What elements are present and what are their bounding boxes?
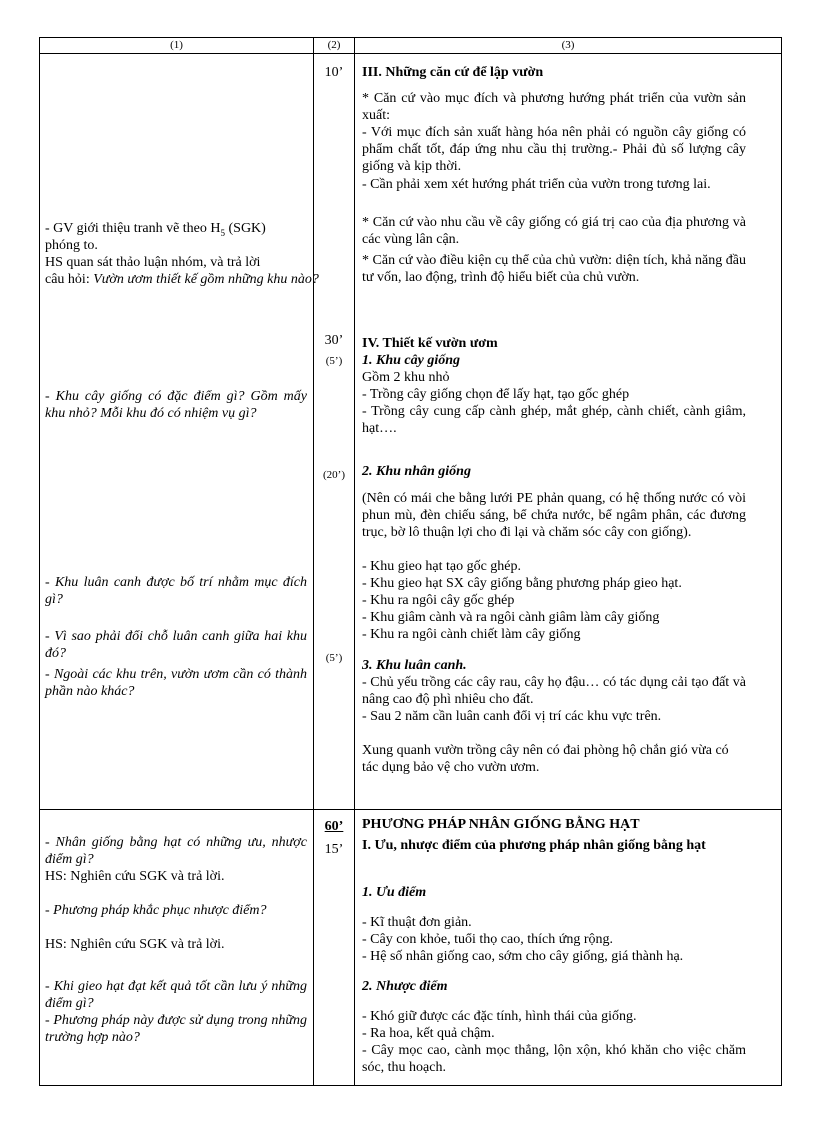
header-col-2: (2) — [314, 38, 355, 54]
basis-purpose: * Căn cứ vào mục đích và phương hướng phát triển của vườn sản xuất: — [362, 91, 746, 123]
row-seed-propagation — [40, 810, 782, 1086]
basis-purpose-detail: - Với mục đích sản xuất hàng hóa nên phải có nguồn cây giống có phẩm chất tốt, đáp ứng nhu cầu thị trường.- Phải đủ số lượng cây giống và kịp thời. — [362, 125, 746, 174]
hs-discuss-cont: câu hỏi: Vườn ươm thiết kế gồm những khu nào? — [45, 272, 319, 287]
seedling-seed-trees: - Trồng cây giống chọn để lấy hạt, tạo gốc ghép — [362, 387, 630, 402]
basis-demand: * Căn cứ vào nhu cầu về cây giống có giá trị cao của địa phương và các vùng lân cận. — [362, 215, 746, 247]
time-20: (20’) — [323, 469, 345, 481]
disadvantage-1: - Khó giữ được các đặc tính, hình thái của giống. — [362, 1009, 637, 1024]
question-sowing-notes: - Khi gieo hạt đạt kết quả tốt cần lưu ý những điểm gì? — [45, 979, 307, 1011]
propagation-item-3: - Khu ra ngôi cây gốc ghép — [362, 593, 515, 608]
advantage-1: - Kĩ thuật đơn giản. — [362, 915, 472, 930]
content-cell — [355, 54, 782, 810]
question-nursery-zone: - Khu cây giống có đặc điểm gì? Gồm mấy khu nhỏ? Mỗi khu đó có nhiệm vụ gì? — [45, 389, 307, 421]
row-garden-design — [40, 54, 782, 810]
question-overcome: - Phương pháp khắc phục nhược điểm? — [45, 903, 267, 918]
basis-future: - Cần phải xem xét hướng phát triển của vườn trong tương lai. — [362, 177, 711, 192]
time-cell-2 — [314, 810, 355, 1086]
subheading-advantages: 1. Ưu điểm — [362, 885, 427, 900]
hs-research-1: HS: Nghiên cứu SGK và trả lời. — [45, 869, 225, 884]
heading-design: IV. Thiết kế vườn ươm — [362, 336, 498, 351]
time-30: 30’ — [324, 333, 344, 348]
lesson-plan-page — [39, 37, 780, 1086]
subheading-rotation-zone: 3. Khu luân canh. — [362, 658, 467, 673]
windbreak-note: Xung quanh vườn trồng cây nên có đai phòng hộ chắn gió vừa có tác dụng bảo vệ cho vườn ươm. — [362, 743, 729, 775]
gv-intro-text: - GV giới thiệu tranh vẽ theo $H_5$ (SGK) — [45, 221, 266, 238]
advantage-2: - Cây con khỏe, tuổi thọ cao, thích ứng rộng. — [362, 932, 613, 947]
time-5-b: (5’) — [325, 652, 343, 664]
subheading-seedling-zone: 1. Khu cây giống — [362, 353, 461, 368]
heading-pros-cons: I. Ưu, nhược điểm của phương pháp nhân giống bằng hạt — [362, 838, 706, 853]
time-5-a: (5’) — [325, 355, 343, 367]
time-15: 15’ — [324, 842, 344, 857]
teacher-activity-cell-2 — [40, 810, 314, 1086]
subheading-disadvantages: 2. Nhược điểm — [362, 979, 448, 994]
seedling-scion-trees: - Trồng cây cung cấp cành ghép, mắt ghép, cành chiết, cành giâm, hạt…. — [362, 404, 746, 436]
content-cell-2 — [355, 810, 782, 1086]
disadvantage-3: - Cây mọc cao, cành mọc thẳng, lộn xộn, khó khăn cho việc chăm sóc, thu hoạch. — [362, 1043, 746, 1075]
teacher-activity-cell — [40, 54, 319, 810]
propagation-item-5: - Khu ra ngôi cành chiết làm cây giống — [362, 627, 581, 642]
propagation-item-1: - Khu gieo hạt tạo gốc ghép. — [362, 559, 522, 574]
question-use-cases: - Phương pháp này được sử dụng trong những trường hợp nào? — [45, 1013, 307, 1045]
heading-bases: III. Những căn cứ để lập vườn — [362, 65, 544, 80]
section-title: PHƯƠNG PHÁP NHÂN GIỐNG BẰNG HẠT — [362, 817, 640, 832]
subheading-propagation-zone: 2. Khu nhân giống — [362, 464, 471, 479]
time-cell — [314, 54, 355, 810]
advantage-3: - Hệ số nhân giống cao, sớm cho cây giống, giá thành hạ. — [362, 949, 684, 964]
time-10: 10’ — [324, 65, 344, 80]
header-col-3: (3) — [355, 38, 782, 54]
seedling-two-zones: Gồm 2 khu nhỏ — [362, 370, 450, 385]
time-60: 60’ — [324, 819, 344, 834]
hs-discuss: HS quan sát thảo luận nhóm, và trả lời — [45, 255, 261, 270]
question-swap-rotation: - Vì sao phải đổi chỗ luân canh giữa hai khu đó? — [45, 629, 307, 661]
question-other-parts: - Ngoài các khu trên, vườn ươm cần có thành phần nào khác? — [45, 667, 307, 699]
question-rotation-purpose: - Khu luân canh được bố trí nhằm mục đích gì? — [45, 575, 307, 607]
basis-owner: * Căn cứ vào điều kiện cụ thể của chủ vườn: diện tích, khả năng đầu tư vốn, lao động, trình độ hiểu biết của chủ vườn. — [362, 253, 746, 285]
lesson-table — [39, 37, 782, 1086]
disadvantage-2: - Ra hoa, kết quả chậm. — [362, 1026, 495, 1041]
propagation-item-4: - Khu giâm cành và ra ngôi cành giâm làm cây giống — [362, 610, 660, 625]
gv-intro-cont: phóng to. — [45, 238, 98, 253]
propagation-item-2: - Khu gieo hạt SX cây giống bằng phương pháp gieo hạt. — [362, 576, 682, 591]
rotation-crops: - Chủ yếu trồng các cây rau, cây họ đậu… có tác dụng cải tạo đất và nâng cao độ phì nhiêu cho đất. — [362, 675, 746, 707]
hs-research-2: HS: Nghiên cứu SGK và trả lời. — [45, 937, 225, 952]
header-col-1: (1) — [40, 38, 314, 54]
propagation-shelter-note: (Nên có mái che bằng lưới PE phản quang, có hệ thống nước có vòi phun mù, đèn chiếu sáng, bể chứa nước, bể ngâm phân, các đương trục, bờ lô thuận lợi cho đi lại và chăm sóc cây con giống). — [362, 491, 746, 540]
rotation-swap: - Sau 2 năm cần luân canh đổi vị trí các khu vực trên. — [362, 709, 662, 724]
header-row — [40, 38, 782, 54]
question-pros-cons: - Nhân giống bằng hạt có những ưu, nhược điểm gì? — [45, 835, 307, 867]
